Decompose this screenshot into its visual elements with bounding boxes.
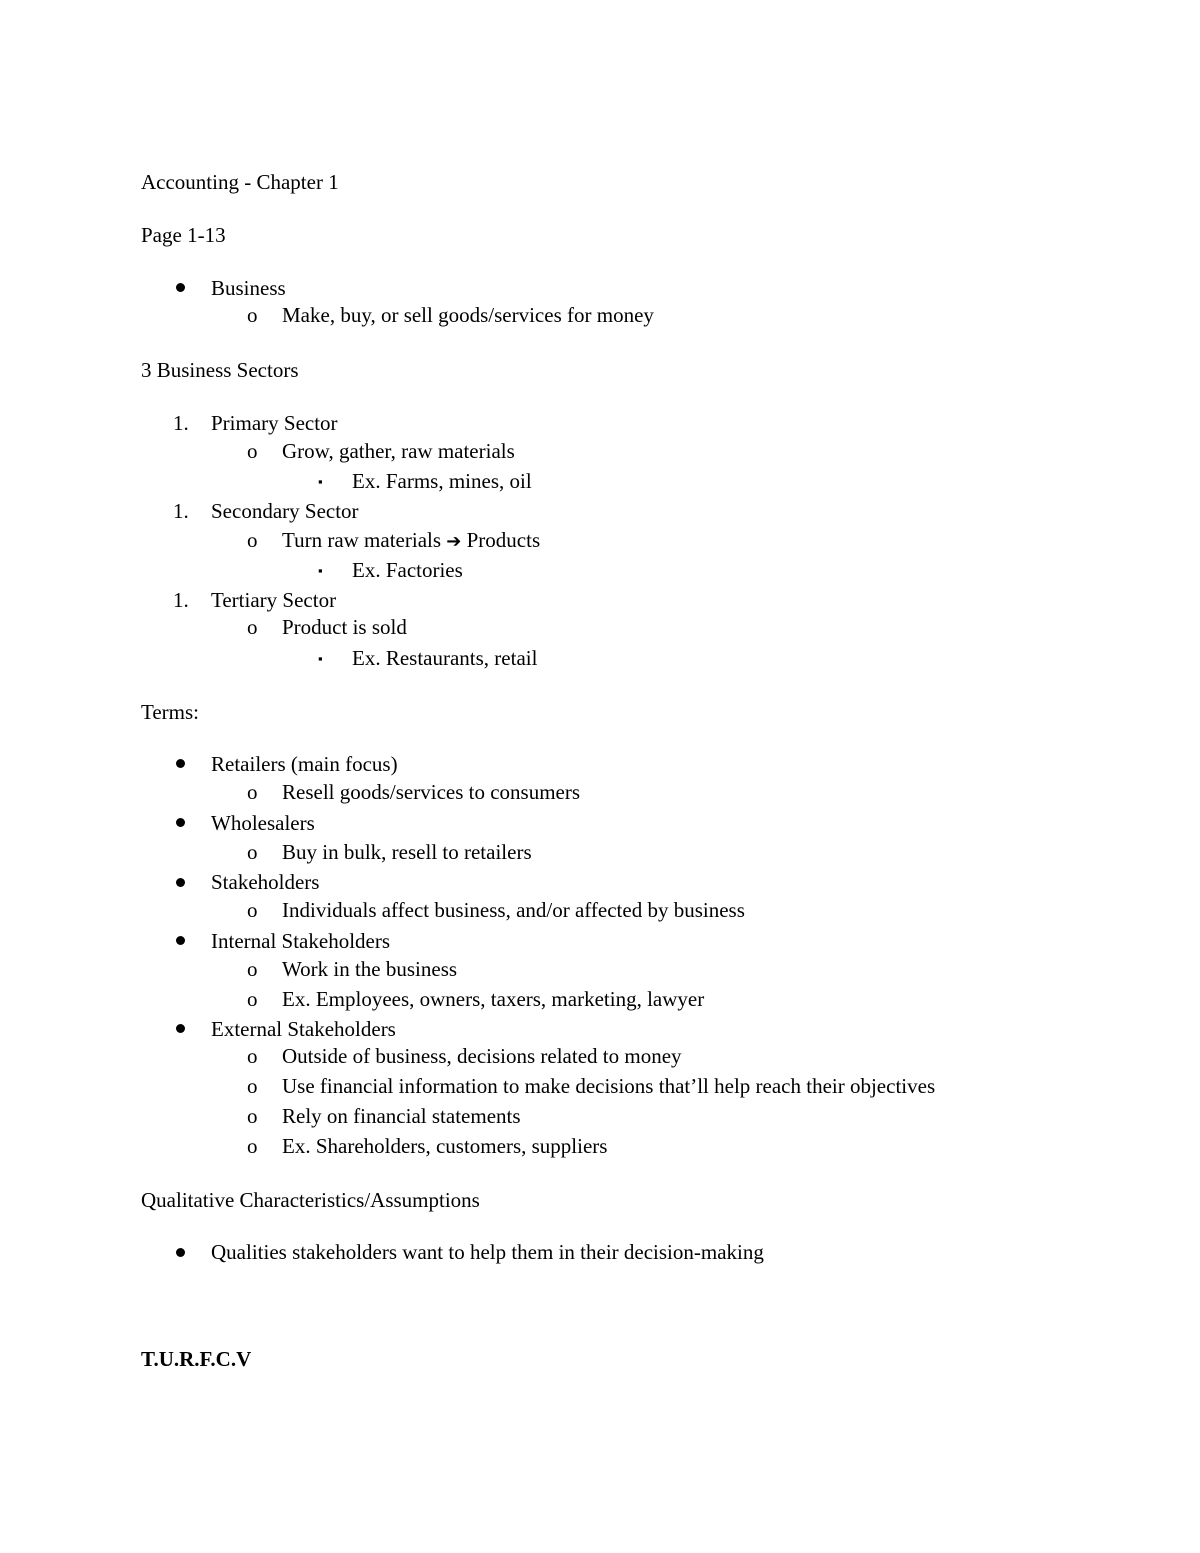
document-title: Accounting - Chapter 1: [141, 170, 339, 194]
sub-text-before: Turn raw materials: [282, 528, 442, 552]
square-bullet-icon: ▪: [318, 474, 323, 489]
bullet-icon: [176, 283, 185, 292]
sub-list-item: [282, 528, 540, 554]
list-item: Business: [211, 276, 286, 300]
sub-text-after: Products: [466, 528, 541, 552]
sub-bullet-marker: o: [247, 1104, 258, 1128]
sub-bullet-marker: o: [247, 439, 258, 463]
sub-bullet-marker: o: [247, 1044, 258, 1068]
square-bullet-icon: ▪: [318, 563, 323, 578]
square-bullet-icon: ▪: [318, 651, 323, 666]
section-heading: Qualitative Characteristics/Assumptions: [141, 1188, 480, 1212]
bullet-icon: [176, 818, 185, 827]
list-item: External Stakeholders: [211, 1017, 396, 1041]
list-number: 1.: [173, 588, 189, 612]
list-item: Wholesalers: [211, 811, 315, 835]
list-number: 1.: [173, 411, 189, 435]
sub-list-item: Product is sold: [282, 615, 407, 639]
sub-list-item: Outside of business, decisions related to money: [282, 1044, 682, 1068]
list-item: Secondary Sector: [211, 499, 359, 523]
sub-list-item: Rely on financial statements: [282, 1104, 521, 1128]
example-item: Ex. Factories: [352, 558, 463, 582]
sub-list-item: Ex. Shareholders, customers, suppliers: [282, 1134, 608, 1158]
sub-bullet-marker: o: [247, 957, 258, 981]
bullet-icon: [176, 759, 185, 768]
example-item: Ex. Restaurants, retail: [352, 646, 538, 670]
arrow-right-icon: ➔: [446, 531, 462, 552]
list-item: Stakeholders: [211, 870, 320, 894]
list-number: 1.: [173, 499, 189, 523]
list-item: Tertiary Sector: [211, 588, 337, 612]
sub-bullet-marker: o: [247, 303, 258, 327]
sub-bullet-marker: o: [247, 1074, 258, 1098]
sub-bullet-marker: o: [247, 898, 258, 922]
sub-bullet-marker: o: [247, 840, 258, 864]
sub-bullet-marker: o: [247, 780, 258, 804]
bullet-icon: [176, 878, 185, 887]
sub-list-item: Use financial information to make decisions that’ll help reach their objectives: [282, 1074, 936, 1098]
bullet-icon: [176, 1248, 185, 1257]
sub-bullet-marker: o: [247, 987, 258, 1011]
list-item: Internal Stakeholders: [211, 929, 391, 953]
bullet-icon: [176, 936, 185, 945]
list-item: Retailers (main focus): [211, 752, 398, 776]
sub-list-item: Grow, gather, raw materials: [282, 439, 515, 463]
example-item: Ex. Farms, mines, oil: [352, 469, 532, 493]
sub-list-item: Make, buy, or sell goods/services for money: [282, 303, 654, 327]
sub-list-item: Resell goods/services to consumers: [282, 780, 581, 804]
sub-bullet-marker: o: [247, 1134, 258, 1158]
bullet-icon: [176, 1024, 185, 1033]
sub-list-item: Work in the business: [282, 957, 458, 981]
sub-bullet-marker: o: [247, 528, 258, 552]
section-heading: Terms:: [141, 700, 200, 724]
sub-list-item: Buy in bulk, resell to retailers: [282, 840, 532, 864]
sub-list-item: Individuals affect business, and/or affected by business: [282, 898, 745, 922]
list-item: Primary Sector: [211, 411, 338, 435]
sub-bullet-marker: o: [247, 615, 258, 639]
sub-list-item: Ex. Employees, owners, taxers, marketing, lawyer: [282, 987, 705, 1011]
acronym-heading: T.U.R.F.C.V: [141, 1347, 252, 1371]
list-item: Qualities stakeholders want to help them in their decision-making: [211, 1240, 764, 1264]
page-range: Page 1-13: [141, 223, 226, 247]
section-heading: 3 Business Sectors: [141, 358, 299, 382]
